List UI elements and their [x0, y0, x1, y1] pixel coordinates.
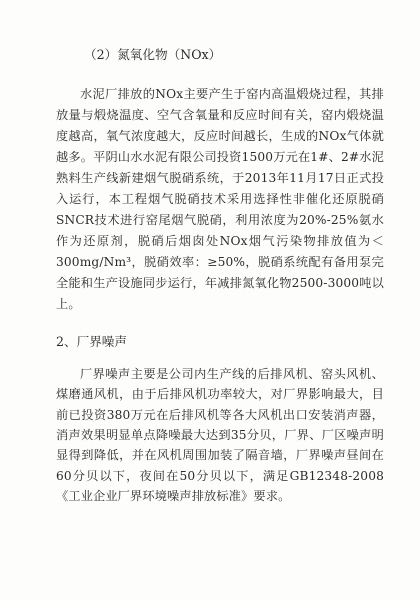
section-heading-noise: 2、厂界噪声: [56, 334, 127, 350]
section-heading-nox: （2）氮氧化物（NOx）: [84, 47, 222, 62]
paragraph-nox: 水泥厂排放的NOx主要产生于窑内高温煅烧过程，其排放量与煅烧温度、空气含氧量和反应时间有关，窑内煅烧温度越高，氧气浓度越大，反应时间越长，生成的NOx气体就越多。平阴山水水泥有限公司投资1500万元在1#、2#水泥熟料生产线新建烟气脱硝系统，于2013年11月17日正式投入运行，本工程烟气脱硝技术采用选择性非催化还原脱硝SNCR技术进行窑尾烟气脱硝，利用浓度为20%-25%氨水作为还原剂，脱硝后烟囱处NOx烟气污染物排放值为＜300mg/Nm³，脱硝效率：≥50%，脱硝系统配有备用泵完全能和生产设施同步运行，年减排氮氧化物2500-3000吨以上。: [56, 87, 384, 312]
paragraph-noise: 厂界噪声主要是公司内生产线的后排风机、窑头风机、煤磨通风机，由于后排风机功率较大，对厂界影响最大，目前已投资380万元在后排风机等各大风机出口安装消声器，消声效果明显单点降噪最大达到35分贝，厂界、厂区噪声明显得到降低，并在风机周围加装了隔音墙，厂界噪声昼间在60分贝以下，夜间在50分贝以下，满足GB12348-2008《工业企业厂界环境噪声排放标准》要求。: [56, 366, 384, 504]
